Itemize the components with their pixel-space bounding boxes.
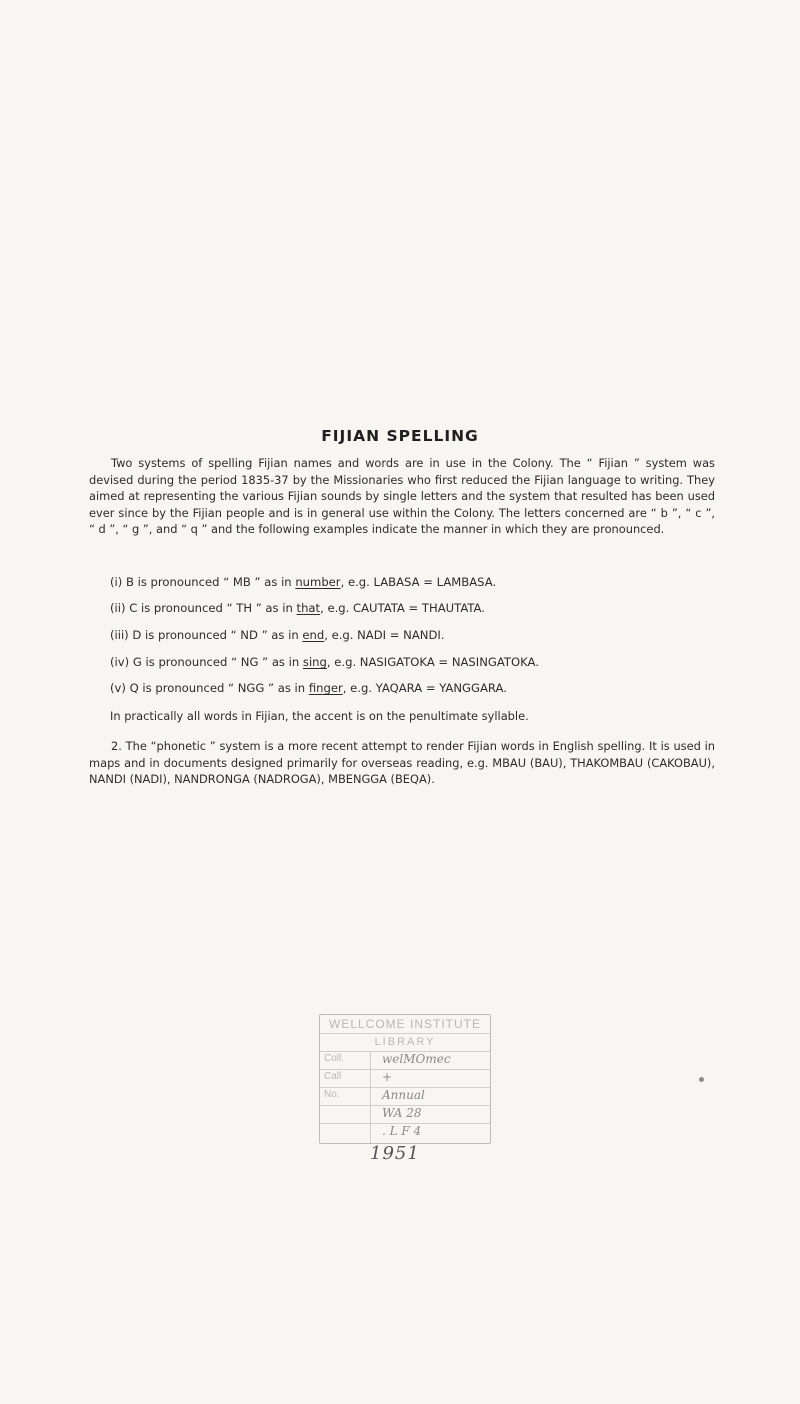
stamp-row-value: . L F 4: [382, 1124, 422, 1138]
margin-dot: [699, 1077, 704, 1082]
stamp-institute-name: WELLCOME INSTITUTE: [320, 1015, 490, 1034]
rule-item-c: [110, 601, 485, 615]
stamp-row: [320, 1123, 490, 1143]
stamp-row-label: No.: [324, 1089, 340, 1100]
rule-number: (i): [110, 575, 123, 589]
stamp-row-label: Call: [324, 1071, 342, 1082]
rule-example-word: that: [296, 601, 321, 615]
rule-example-word: finger: [308, 681, 343, 695]
stamp-row-label: Coll.: [324, 1053, 345, 1064]
phonetic-paragraph: 2. The “phonetic ” system is a more recent attempt to render Fijian words in English spelling. It is used in maps and in documents designed primarily for overseas reading, e.g. MBAU (BAU), THAKOMBAU (CAKOBAU), NANDI (NADI), NANDRONGA (NADROGA), MBENGGA (BEQA).: [89, 739, 715, 786]
stamp-row: [320, 1087, 490, 1106]
rule-text-post: , e.g. CAUTATA = THAUTATA.: [320, 601, 485, 615]
rule-text-post: , e.g. YAQARA = YANGGARA.: [342, 681, 507, 695]
rule-text-post: , e.g. NASIGATOKA = NASINGATOKA.: [326, 655, 539, 669]
stamp-row: [320, 1051, 490, 1070]
rule-example-word: number: [295, 575, 341, 589]
rule-item-q: [110, 681, 507, 695]
rule-number: (iv): [110, 655, 130, 669]
stamp-row-value: WA 28: [382, 1106, 422, 1120]
stamp-row: [320, 1069, 490, 1088]
rule-example-word: sing: [302, 655, 327, 669]
accent-note: In practically all words in Fijian, the accent is on the penultimate syllable.: [110, 709, 529, 723]
rule-text-pre: B is pronounced “ MB ” as in: [125, 575, 296, 589]
intro-paragraph: Two systems of spelling Fijian names and words are in use in the Colony. The “ Fijian ” system was devised during the period 1835-37 by the Missionaries who first reduced the Fijian language to writing. They aimed at representing the various Fijian sounds by single letters and the system that resulted has been used ever since by the Fijian people and is in general use within the Colony. The letters concerned are “ b ”, “ c ”, “ d ”, “ g ”, and “ q ” and the following examples indicate the manner in which they are pronounced.: [89, 456, 715, 536]
rule-item-g: [110, 655, 539, 669]
stamp-row-value: Annual: [382, 1088, 425, 1102]
rule-item-d: [110, 628, 444, 642]
stamp-row: [320, 1105, 490, 1124]
rule-text-post: , e.g. LABASA = LAMBASA.: [340, 575, 497, 589]
rule-number: (ii): [110, 601, 126, 615]
library-stamp: [319, 1014, 491, 1144]
rule-text-pre: D is pronounced “ ND ” as in: [132, 628, 303, 642]
rule-number: (iii): [110, 628, 129, 642]
stamp-row-value: +: [382, 1070, 393, 1084]
page-title: FIJIAN SPELLING: [321, 427, 479, 445]
rule-text-pre: G is pronounced “ NG ” as in: [132, 655, 303, 669]
rule-text-post: , e.g. NADI = NANDI.: [324, 628, 445, 642]
rule-text-pre: C is pronounced “ TH ” as in: [129, 601, 297, 615]
stamp-row-value: welMOmec: [382, 1052, 451, 1066]
handwritten-year: 1951: [370, 1143, 420, 1164]
rule-text-pre: Q is pronounced “ NGG ” as in: [129, 681, 309, 695]
rule-number: (v): [110, 681, 126, 695]
rule-item-b: [110, 575, 496, 589]
rule-example-word: end: [302, 628, 325, 642]
stamp-library-label: LIBRARY: [320, 1033, 490, 1052]
